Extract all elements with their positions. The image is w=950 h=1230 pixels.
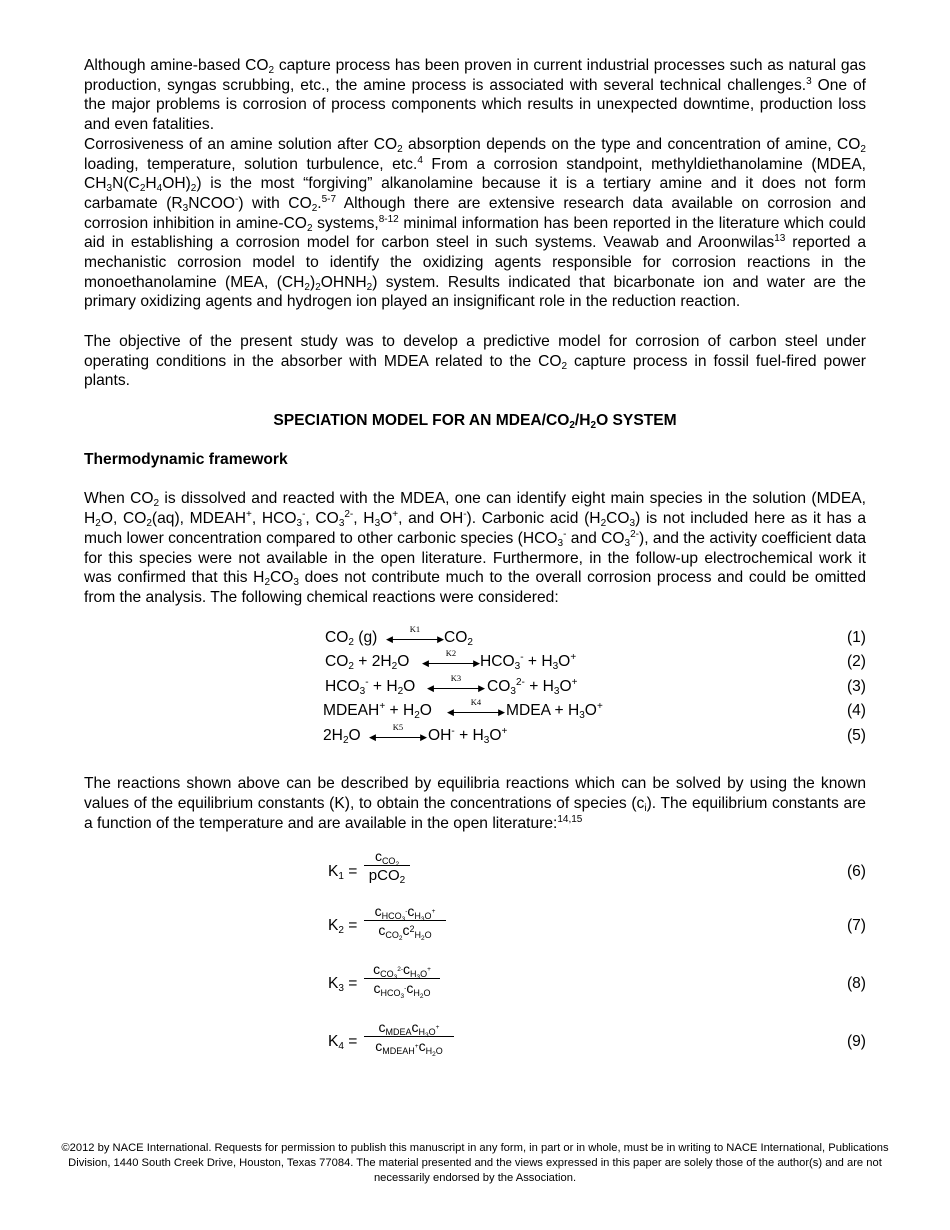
- reaction-list: [84, 623, 866, 755]
- reaction-3: $HCO_3^- + H_2O$ K3 ◀ ▶ $CO_3^{2-} + H_3O^+$ (3): [325, 672, 866, 697]
- paper-body: [84, 56, 866, 1103]
- intro-paragraph-2: Corrosiveness of an amine solution after $CO_2$ absorption depends on the type and concentration of amine, $CO_2$ loading, temperature, solution turbulence, etc.$^4$ From a corrosion standpoint, methyldiethanolamine (MDEA, $CH_3N(C_2H_4OH)_2$) is the most “forgiving” alkanolamine because it is a tertiary amine and it does not form carbamate $(R_3NCOO^-)$ with $CO_2.^{5-7}$ Although there are extensive research data available on corrosion and corrosion inhibition in amine-$CO_2$ systems,$^{8-12}$ minimal information has been reported in the literature which could aid in establishing a corrosion model for carbon steel in such systems. Veawab and Aroonwilas$^{13}$ reported a mechanistic corrosion model to identify the oxidizing agents responsible for corrosion reactions in the monoethanolamine (MEA, $(CH_2)_2OHNH_2$) system. Results indicated that bicarbonate ion and water are the primary oxidizing agents and hydrogen ion played an insignificant role in the reduction reaction.: [84, 135, 866, 311]
- equation-list: $K_1$ = $c_{CO2}$ pCO$_2$ (6) $K_2$ = $c_{HCO3}^-c_{H3O}^+$ $c_{CO2}c^2_{H2O}$ (7) $K_3$ = $c_{CO3}^{2-}c_{H3O}^+$ $c_{HCO3}^-c_{H2O}$ (8) $K_4$ = $c_{MDEA}c_{H3O}^+$ $c_{MDEAH}^+c_{H2O}$ (9): [328, 848, 866, 1059]
- copyright-footer: ©2012 by NACE International. Requests for permission to publish this manuscript in any form, in part or in whole, must be in writing to NACE International, Publications Division, 1440 South Creek Drive, Houston, Texas 77084. The material presented and the views expressed in this paper are solely those of the author(s) and are not necessarily endorsed by the Association.: [61, 1142, 889, 1184]
- equilibrium-arrow-icon: K2 ◀ ▶: [422, 648, 480, 669]
- reaction-1: $CO_2$ (g) K1 ◀ ▶ $CO_2$ (1): [325, 623, 866, 648]
- species-paragraph: When $CO_2$ is dissolved and reacted with the MDEA, one can identify eight main species in the solution (MDEA, $H_2O$, $CO_2(aq)$, MDEAH+, $HCO_3^-$, $CO_3^{2-}$, $H_3O^+$, and OH-). Carbonic acid $(H_2CO_3)$ is not included here as it has a much lower concentration compared to other carbonic species ($HCO_3^-$ and $CO_3^{2-}$), and the activity coefficient data for this species were not available in the open literature. Furthermore, in the follow-up electrochemical work it was confirmed that this $H_2CO_3$ does not contribute much to the overall corrosion process and could be omitted from the analysis. The following chemical reactions were considered:: [84, 490, 867, 606]
- objective-paragraph: The objective of the present study was to develop a predictive model for corrosion of carbon steel under operating conditions in the absorber with MDEA related to the $CO_2$ capture process in fossil fuel-fired power plants.: [84, 332, 866, 390]
- intro-paragraph-1: Although amine-based $CO_2$ capture process has been proven in current industrial processes such as natural gas production, syngas scrubbing, etc., the amine process is associated with several technical challenges.$^3$ One of the major problems is corrosion of process components which results in unexpected downtime, production loss and even fatalities.: [84, 57, 866, 134]
- reaction-4: MDEAH+ + $H_2O$ K4 ◀ ▶ MDEA + $H_3O^+$ (4): [323, 697, 866, 722]
- equilibrium-arrow-icon: K4 ◀ ▶: [447, 697, 505, 718]
- equilibrium-arrow-icon: K1 ◀ ▶: [386, 623, 444, 644]
- equilibrium-paragraph: The reactions shown above can be described by equilibria reactions which can be solved by using the known values of the equilibrium constants (K), to obtain the concentrations of species $(c_i)$. The equilibrium constants are a function of the temperature and are available in the open literature:$^{14,15}$: [84, 775, 866, 832]
- subsection-heading: Thermodynamic framework: [84, 451, 288, 469]
- section-heading: SPECIATION MODEL FOR AN MDEA/$CO_2/H_2O$ SYSTEM: [273, 411, 677, 431]
- equilibrium-arrow-icon: K3 ◀ ▶: [427, 672, 485, 693]
- equilibrium-arrow-icon: K5 ◀ ▶: [369, 721, 427, 742]
- reaction-2: $CO_2 + 2H_2O$ K2 ◀ ▶ $HCO_3^- + H_3O^+$ (2): [325, 648, 866, 673]
- reaction-5: $2H_2O$ K5 ◀ ▶ $OH^- + H_3O^+$ (5): [323, 721, 866, 746]
